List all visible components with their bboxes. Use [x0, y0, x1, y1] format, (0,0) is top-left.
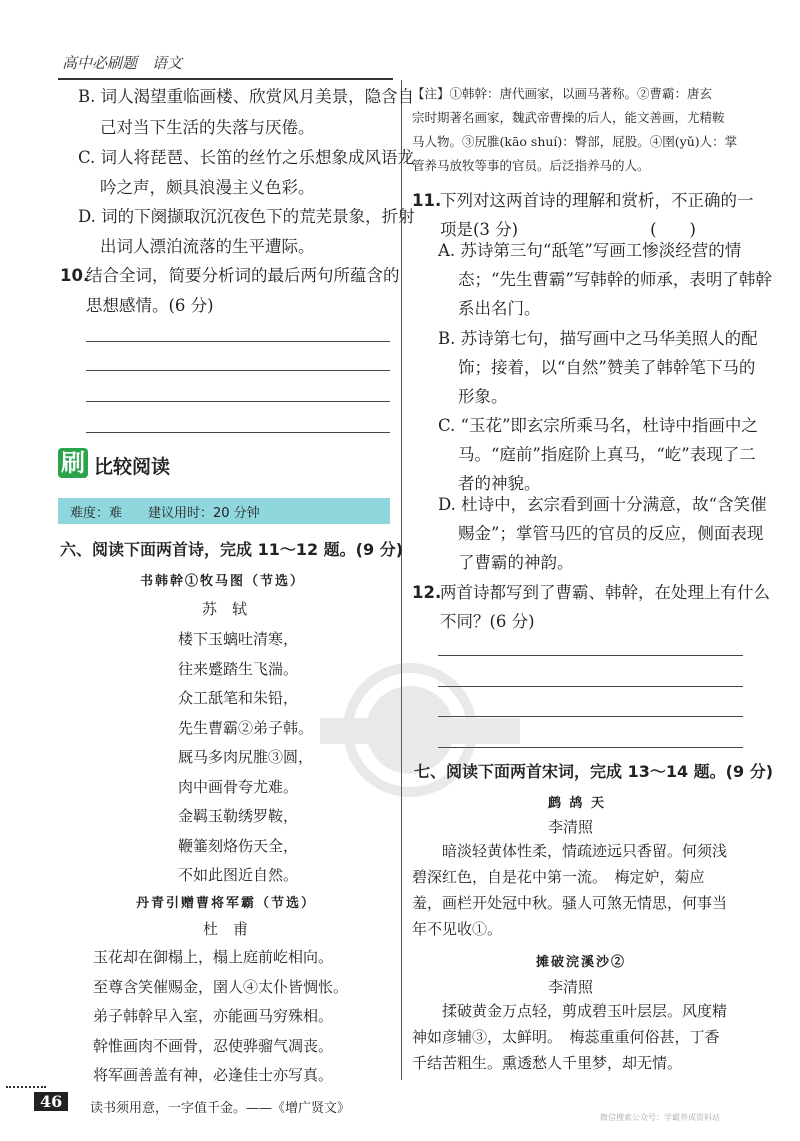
option-a-line: 态；“先生曹霸”写韩幹的师承，表明了韩幹 [458, 270, 772, 289]
section-icon: 刷 [58, 448, 88, 478]
note-line: 管养马放牧等事的官员。后泛指养马的人。 [412, 158, 650, 173]
poem-line: 至尊含笑催赐金，圉人④太仆皆惆怅。 [93, 977, 349, 996]
poem-line: 鞭箠刻烙伤天全， [178, 836, 299, 855]
part-seven-heading: 七、阅读下面两首宋词，完成 13～14 题。(9 分) [414, 762, 774, 781]
answer-line[interactable] [86, 370, 390, 371]
option-d-line2: 出词人漂泊流落的生平遭际。 [100, 237, 315, 256]
option-d-line: 了曹霸的神韵。 [458, 553, 574, 572]
option-b-line: B. 苏诗第七句，描写画中之马华美照人的配 [438, 329, 758, 348]
question-11-line2: 项是(3 分) ( ) [440, 220, 696, 239]
footer-source: 微信搜索公众号：学霸养成资料站 [600, 1113, 720, 1122]
poem-line: 弟子韩幹早入室，亦能画马穷殊相。 [93, 1007, 334, 1025]
ci2-author: 李清照 [548, 978, 594, 996]
option-c-line: 马。“庭前”指庭阶上真马，“屹”表现了二 [458, 445, 756, 464]
ci-line: 暗淡轻黄体性柔，情疏迹远只香留。何须浅 [412, 842, 728, 860]
footer-quote: 读书须用意，一字值千金。——《增广贤文》 [90, 1101, 351, 1116]
poem-line: 将军画善盖有神，必逢佳士亦写真。 [93, 1066, 334, 1084]
question-10-line2: 思想感情。(6 分) [86, 296, 214, 315]
header-rule [58, 78, 393, 80]
answer-line[interactable] [86, 341, 390, 342]
ci-line: 揉破黄金万点轻，剪成碧玉叶层层。风度精 [412, 1002, 728, 1020]
question-11-number: 11. [412, 191, 442, 210]
question-12-number: 12. [412, 583, 442, 602]
question-10-line1: 结合全词，简要分析词的最后两句所蕴含的 [86, 266, 400, 285]
ci-line: 年不见收①。 [412, 920, 503, 938]
section-title: 比较阅读 [94, 456, 171, 478]
poem-line: 幹惟画肉不画骨，忍使骅骝气凋丧。 [93, 1036, 334, 1055]
option-a-line: A. 苏诗第三句“舐笔”写画工惨淡经营的情 [438, 241, 742, 260]
poem2-author: 杜 甫 [203, 920, 249, 938]
part-six-heading: 六、阅读下面两首诗，完成 11～12 题。(9 分) [60, 540, 404, 559]
poem1-author: 苏 轼 [202, 600, 248, 618]
option-b-line: 形象。 [458, 387, 508, 406]
note-line: 【注】①韩幹：唐代画家，以画马著称。②曹霸：唐玄 [412, 86, 713, 101]
poem-line: 厩马多肉尻脽③圆， [178, 748, 314, 766]
question-10-number: 10. [60, 266, 90, 285]
option-d-line: 赐金”；掌管马匹的官员的反应，侧面表现 [458, 524, 764, 543]
answer-line[interactable] [86, 432, 390, 433]
option-c-line2: 吟之声，颇具浪漫主义色彩。 [100, 178, 315, 197]
option-d-line1: D. 词的下阕撷取沉沉夜色下的荒芜景象，折射 [78, 207, 415, 226]
poem1-title: 书韩幹①牧马图（节选） [140, 574, 306, 589]
ci2-title: 摊破浣溪沙② [536, 955, 627, 970]
poem-line: 肉中画骨夸尤难。 [178, 777, 299, 796]
answer-line[interactable] [438, 655, 743, 656]
option-d-line: D. 杜诗中，玄宗看到画十分满意，故“含笑催 [438, 495, 767, 514]
ci-line: 碧深红色，自是花中第一流。 梅定妒，菊应 [412, 868, 705, 886]
page-number: 46 [34, 1092, 68, 1111]
option-c-line: 者的神貌。 [458, 474, 541, 493]
ci-line: 千结苦粗生。熏透愁人千里梦，却无情。 [412, 1054, 683, 1072]
poem2-title: 丹青引赠曹将军霸（节选） [136, 896, 317, 911]
ci1-author: 李清照 [548, 818, 594, 836]
option-b-line2: 己对当下生活的失落与厌倦。 [100, 118, 315, 137]
poem-line: 不如此图近自然。 [178, 866, 299, 884]
poem-line: 往来蹙踏生飞湍。 [178, 659, 299, 678]
option-c-line: C. “玉花”即玄宗所乘马名，杜诗中指画中之 [438, 416, 758, 435]
running-header: 高中必刷题 语文 [62, 54, 183, 72]
difficulty-text: 难度：难 建议用时：20 分钟 [70, 506, 260, 521]
ci-line: 羞，画栏开处冠中秋。骚人可煞无情思，何事当 [412, 894, 728, 912]
ci-line: 神如彦辅③，太鲜明。 梅蕊重重何俗甚，丁香 [412, 1028, 720, 1046]
question-11-line1: 下列对这两首诗的理解和赏析，不正确的一 [440, 191, 754, 210]
answer-line[interactable] [86, 401, 390, 402]
option-a-line: 系出名门。 [458, 299, 541, 318]
option-b-line: 饰；接着，以“自然”赞美了韩幹笔下马的 [458, 358, 756, 377]
question-12-line1: 两首诗都写到了曹霸、韩幹，在处理上有什么 [440, 583, 770, 602]
poem-line: 先生曹霸②弟子韩。 [178, 718, 314, 737]
poem-line: 玉花却在御榻上，榻上庭前屹相向。 [93, 948, 334, 966]
note-line: 宗时期著名画家，魏武帝曹操的后人，能文善画，尤精鞍 [412, 110, 725, 125]
option-b-line1: B. 词人渴望重临画楼、欣赏风月美景，隐含自 [78, 87, 415, 106]
poem-line: 楼下玉螭吐清寒， [178, 630, 299, 648]
question-12-line2: 不同？(6 分) [440, 612, 535, 631]
poem-line: 众工舐笔和朱铅， [178, 689, 299, 707]
option-c-line1: C. 词人将琵琶、长笛的丝竹之乐想象成风语龙 [78, 148, 415, 167]
note-line: 马人物。③尻脽(kāo shuí)：臀部，屁股。④圉(yǔ)人：掌 [412, 134, 738, 149]
ci1-title: 鹧 鸪 天 [548, 796, 607, 811]
poem-line: 金羁玉勒绣罗鞍， [178, 807, 299, 825]
